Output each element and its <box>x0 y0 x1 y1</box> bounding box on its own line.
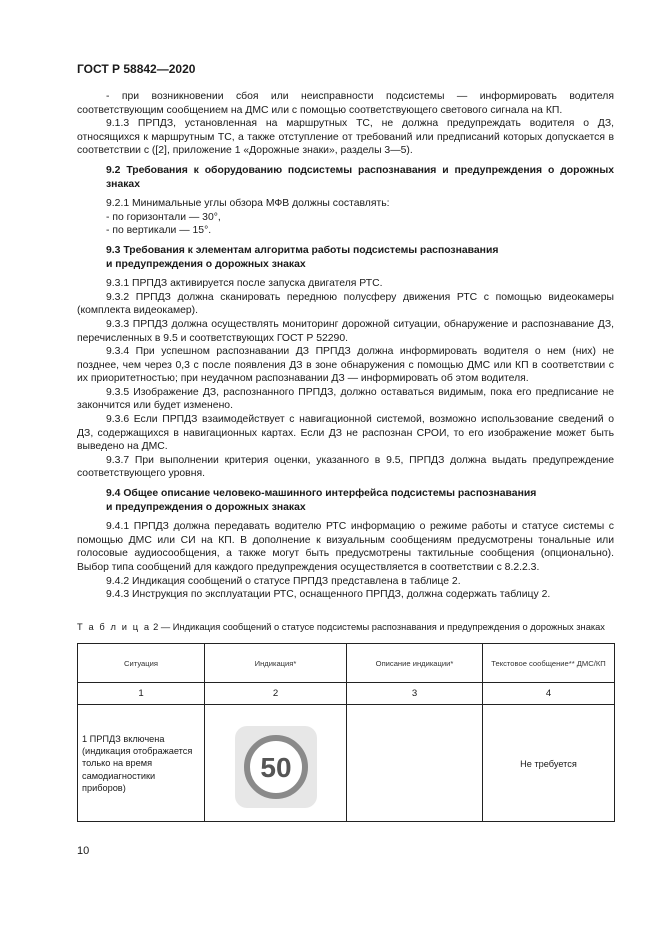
table-row <box>78 705 615 822</box>
section-heading-9-4-cont: и предупреждения о дорожных знаках <box>106 501 306 513</box>
table-caption <box>77 622 617 632</box>
paragraph: 9.2.1 Минимальные углы обзора МФВ должны составлять: <box>106 198 390 210</box>
table-caption-text: 2 — Индикация сообщений о статусе подсистемы распознавания и предупреждения о дорожных знаках <box>150 622 605 632</box>
section-heading-9-2: 9.2 Требования к оборудованию подсистемы распознавания и предупреждения о дорожных знаках <box>106 164 614 190</box>
sign-value: 50 <box>259 752 292 783</box>
paragraph: 9.4.3 Инструкция по эксплуатации РТС, оснащенного ПРПДЗ, должна содержать таблицу 2. <box>106 589 551 601</box>
section-heading-9-3: 9.3 Требования к элементам алгоритма работы подсистемы распознавания <box>106 244 499 256</box>
situation-cell: 1 ПРПДЗ включена (индикация отображается только на время самодиагностики приборов) <box>78 705 205 822</box>
table-header-cell: Текстовое сообщение** ДМС/КП <box>483 644 615 683</box>
page-number: 10 <box>77 845 90 857</box>
speed-limit-sign-graphic <box>243 734 309 800</box>
list-item: - по горизонтали — 30°, <box>106 211 221 223</box>
indication-cell <box>205 705 347 822</box>
paragraph: 9.3.5 Изображение ДЗ, распознанного ПРПДЗ, должно оставаться видимым, пока его предписание не закончится или будет изменено. <box>77 386 614 412</box>
paragraph: 9.4.2 Индикация сообщений о статусе ПРПДЗ представлена в таблице 2. <box>106 575 461 587</box>
column-number: 4 <box>483 683 615 705</box>
table-header-row <box>78 644 615 683</box>
paragraph: 9.3.7 При выполнении критерия оценки, указанного в 9.5, ПРПДЗ должна выдать предупреждение соответствующего уровня. <box>77 454 614 480</box>
paragraph: - при возникновении сбоя или неисправности подсистемы — информировать водителя соответствующим сообщением на ДМС или с помощью соответствующего светового сигнала на КП. <box>77 91 614 116</box>
table-header-cell: Описание индикации* <box>347 644 483 683</box>
column-number: 2 <box>205 683 347 705</box>
section-heading-9-3-cont: и предупреждения о дорожных знаках <box>106 258 306 270</box>
column-number: 1 <box>78 683 205 705</box>
paragraph: 9.3.2 ПРПДЗ должна сканировать переднюю полусферу движения РТС с помощью видеокамеры (комплекта видеокамер). <box>77 291 614 317</box>
message-cell: Не требуется <box>483 705 615 822</box>
paragraph: 9.3.4 При успешном распознавании ДЗ ПРПДЗ должна информировать водителя о нем (них) не позднее, чем через 0,3 с после появления ДЗ в зоне обнаружения с помощью ДМС или КП в соответствии с их приоритетностью; при неудачном распознавании ДЗ — информировать об этом водителя. <box>77 346 614 385</box>
main-text <box>77 90 614 602</box>
paragraph: 9.4.1 ПРПДЗ должна передавать водителю РТС информацию о режиме работы и статусе системы с помощью ДМС или СИ на КП. В дополнение к визуальным сообщениям предусмотрены тональные или голосовые аудиосообщения, а также могут быть предусмотрены тактильные сообщения (опционально). Выбор типа сообщений для каждого предупреждения осуществляется в соответствии с 8.2.2.3. <box>77 521 614 573</box>
table-header-cell: Индикация* <box>205 644 347 683</box>
document-header: ГОСТ Р 58842—2020 <box>77 62 196 76</box>
paragraph: 9.1.3 ПРПДЗ, установленная на маршрутных ТС, не должна предупреждать водителя о ДЗ, относящихся к маршрутным ТС, а также отступление от требований или предписаний которых допускается в соответствии с ([2], приложение 1 «Дорожные знаки», разделы 3—5). <box>77 118 614 157</box>
table-header-cell: Ситуация <box>78 644 205 683</box>
description-cell <box>347 705 483 822</box>
table-number-row <box>78 683 615 705</box>
paragraph: 9.3.1 ПРПДЗ активируется после запуска двигателя РТС. <box>106 278 383 290</box>
paragraph: 9.3.3 ПРПДЗ должна осуществлять мониторинг дорожной ситуации, обнаружение и распознавание ДЗ, перечисленных в 9.5 и соответствующих ГОСТ Р 52290. <box>77 318 614 344</box>
status-indication-table <box>77 643 615 822</box>
paragraph: 9.3.6 Если ПРПДЗ взаимодействует с навигационной системой, возможно использование сведений о ДЗ, содержащихся в навигационных картах. Если ДЗ не распознан СРОИ, то его изображение может быть выведено на ДМС. <box>77 414 614 453</box>
speed-limit-sign-icon <box>235 726 317 808</box>
section-heading-9-4: 9.4 Общее описание человеко-машинного интерфейса подсистемы распознавания <box>106 488 537 500</box>
column-number: 3 <box>347 683 483 705</box>
list-item: - по вертикали — 15°. <box>106 225 212 237</box>
table-caption-prefix: Т а б л и ц а <box>77 622 151 632</box>
